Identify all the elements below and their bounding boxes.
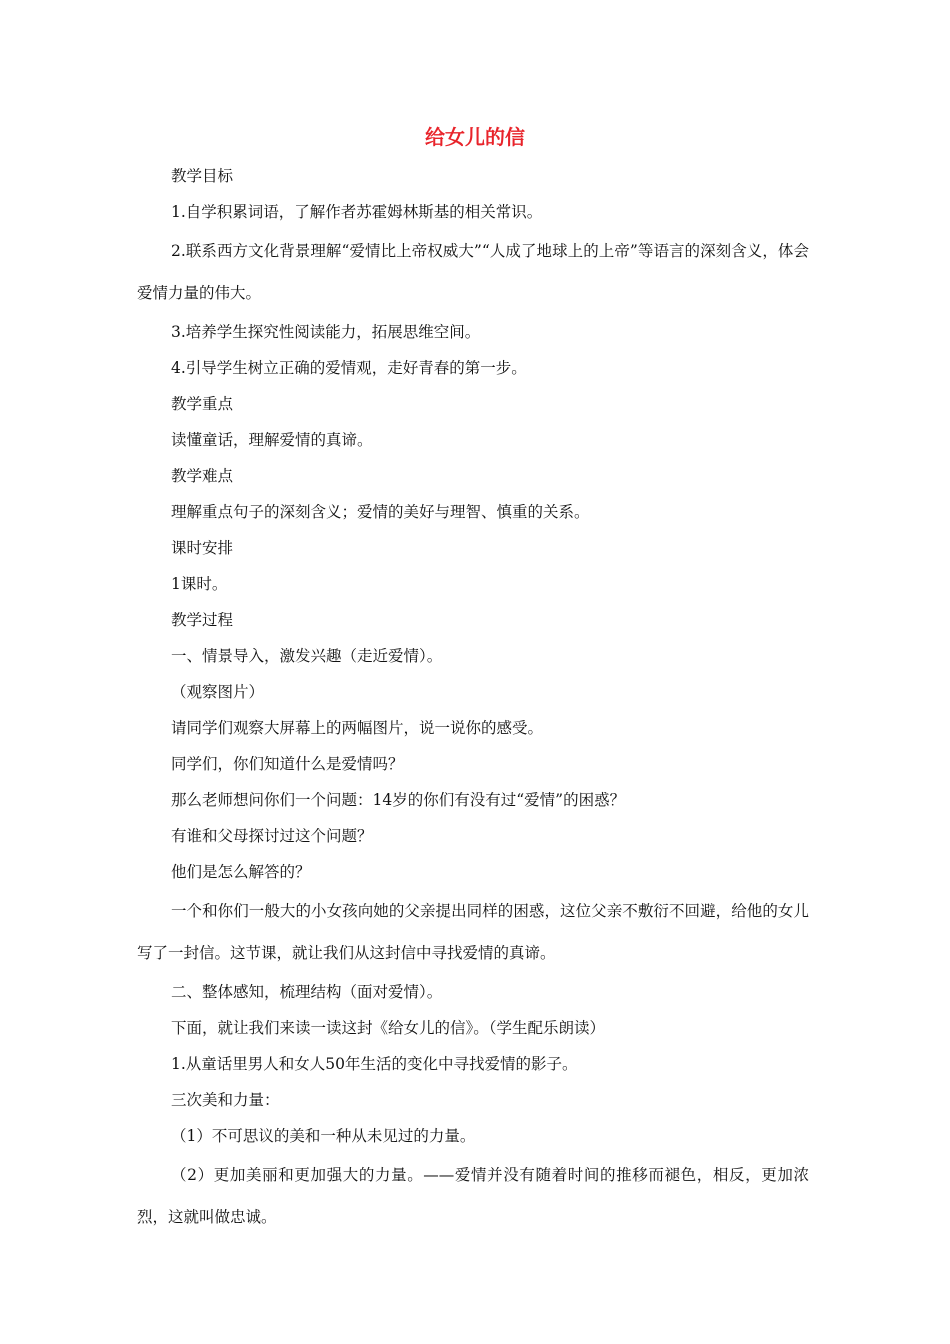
section-1-heading: 一、情景导入，激发兴趣（走近爱情）。 — [171, 647, 443, 665]
document-body — [137, 158, 809, 1238]
paragraph: 请同学们观察大屏幕上的两幅图片，说一说你的感受。 — [171, 719, 544, 737]
document-title: 给女儿的信 — [425, 125, 525, 149]
heading-schedule: 课时安排 — [171, 539, 234, 557]
paragraph: 有谁和父母探讨过这个问题？ — [171, 827, 373, 845]
goal-item-1: 1.自学积累词语，了解作者苏霍姆林斯基的相关常识。 — [171, 203, 543, 221]
heading-process: 教学过程 — [171, 611, 234, 629]
goal-item-3: 3.培养学生探究性阅读能力，拓展思维空间。 — [171, 323, 481, 341]
list-item: （1）不可思议的美和一种从未见过的力量。 — [171, 1127, 476, 1145]
goal-item-4: 4.引导学生树立正确的爱情观，走好青春的第一步。 — [171, 359, 527, 377]
schedule-text: 1课时。 — [171, 575, 228, 593]
paragraph: 他们是怎么解答的？ — [171, 863, 311, 881]
section-2-heading: 二、整体感知，梳理结构（面对爱情）。 — [171, 983, 443, 1001]
paragraph: 1.从童话里男人和女人50年生活的变化中寻找爱情的影子。 — [171, 1055, 578, 1073]
paragraph: 一个和你们一般大的小女孩向她的父亲提出同样的困惑，这位父亲不敷衍不回避，给他的女儿写了一封信。这节课，就让我们从这封信中寻找爱情的真谛。 — [137, 902, 809, 962]
heading-difficulties: 教学难点 — [171, 467, 234, 485]
observe-pictures: （观察图片） — [171, 683, 265, 701]
key-points-text: 读懂童话，理解爱情的真谛。 — [171, 431, 373, 449]
paragraph: 同学们，你们知道什么是爱情吗？ — [171, 755, 404, 773]
paragraph: 那么老师想问你们一个问题：14岁的你们有没有过“爱情”的困惑？ — [171, 791, 626, 809]
paragraph: 三次美和力量： — [171, 1091, 280, 1109]
list-item: （2）更加美丽和更加强大的力量。——爱情并没有随着时间的推移而褪色，相反，更加浓烈，这就叫做忠诚。 — [137, 1166, 809, 1226]
paragraph: 下面，就让我们来读一读这封《给女儿的信》。（学生配乐朗读） — [171, 1019, 606, 1037]
heading-teaching-goals: 教学目标 — [171, 167, 234, 185]
goal-item-2: 2.联系西方文化背景理解“爱情比上帝权威大”“人成了地球上的上帝”等语言的深刻含义，体会爱情力量的伟大。 — [137, 242, 809, 302]
difficulties-text: 理解重点句子的深刻含义；爱情的美好与理智、慎重的关系。 — [171, 503, 590, 521]
heading-key-points: 教学重点 — [171, 395, 234, 413]
